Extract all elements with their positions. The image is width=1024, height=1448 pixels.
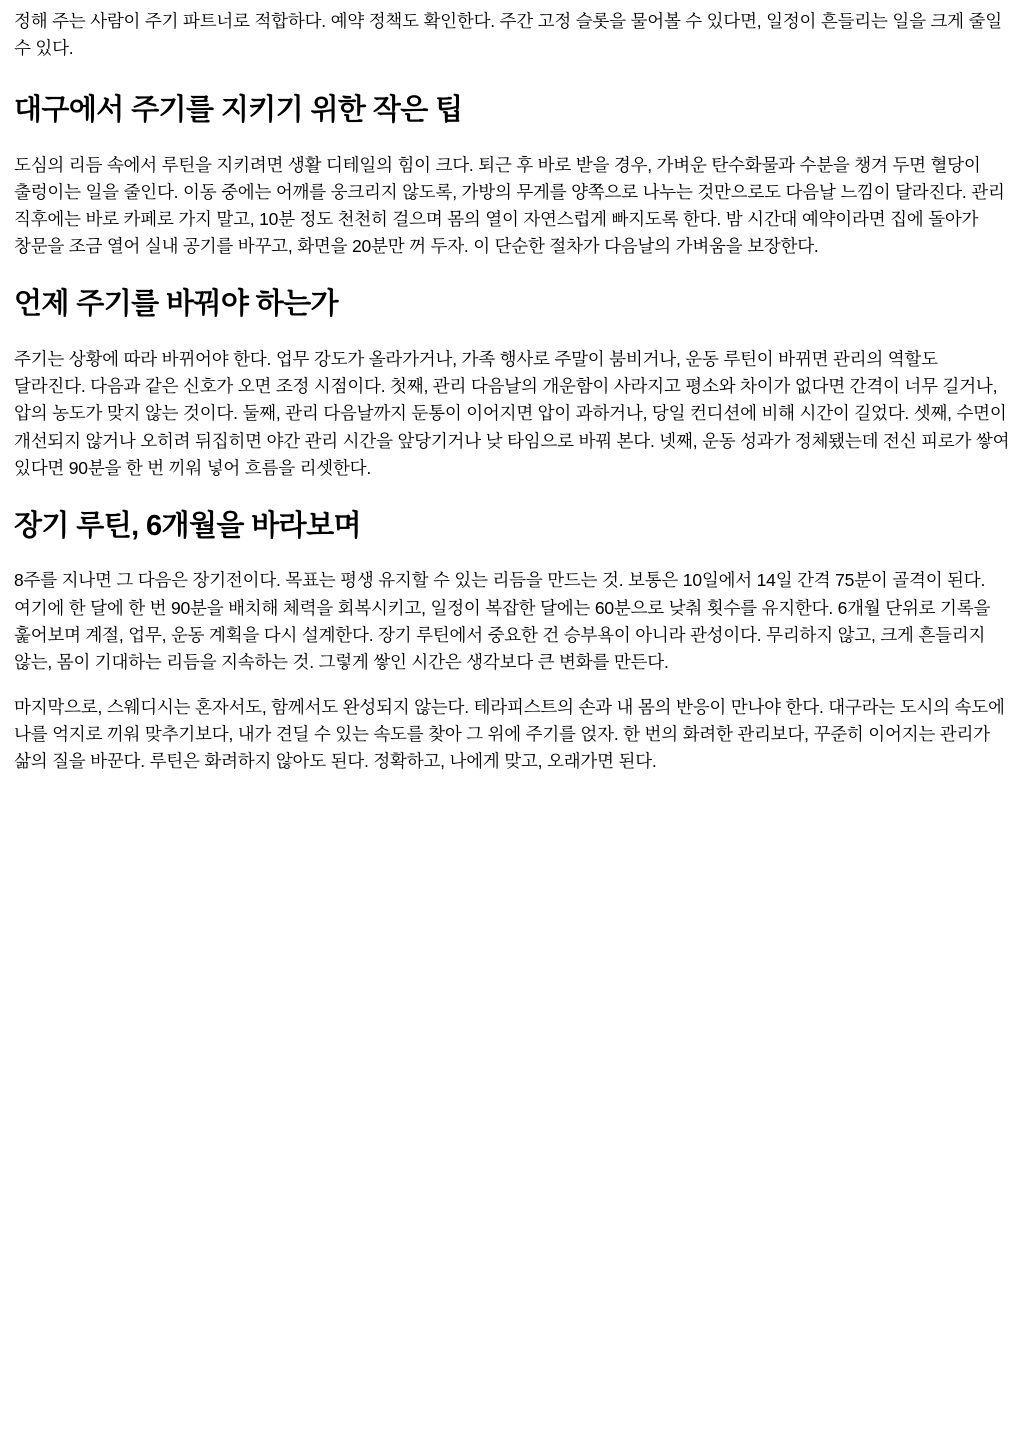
page-bottom-whitespace bbox=[14, 793, 1010, 1313]
section-heading-3: 장기 루틴, 6개월을 바라보며 bbox=[14, 509, 361, 542]
section-heading-1: 대구에서 주기를 지키기 위한 작은 팁 bbox=[14, 94, 463, 127]
section-1-paragraph-1: 도심의 리듬 속에서 루틴을 지키려면 생활 디테일의 힘이 크다. 퇴근 후 바로 받을 경우, 가벼운 탄수화물과 수분을 챙겨 두면 혈당이 출렁이는 일을 줄인다. 이동 중에는 어깨를 웅크리지 않도록, 가방의 무게를 양쪽으로 나누는 것만으로도 다음날 느낌이 달라진다. 관리 직후에는 바로 카페로 가지 말고, 10분 정도 천천히 걸으며 몸의 열이 자연스럽게 빠지도록 한다. 밤 시간대 예약이라면 집에 돌아가 창문을 조금 열어 실내 공기를 바꾸고, 화면을 20분만 꺼 두자. 이 단순한 절차가 다음날의 가벼움을 보장한다. bbox=[14, 154, 1005, 257]
section-3-paragraph-2: 마지막으로, 스웨디시는 혼자서도, 함께서도 완성되지 않는다. 테라피스트의 손과 내 몸의 반응이 만나야 한다. 대구라는 도시의 속도에 나를 억지로 끼워 맞추기보다, 내가 견딜 수 있는 속도를 찾아 그 위에 주기를 얹자. 한 번의 화려한 관리보다, 꾸준히 이어지는 관리가 삶의 질을 바꾼다. 루틴은 화려하지 않아도 된다. 정확하고, 나에게 맞고, 오래가면 된다. bbox=[14, 696, 1005, 772]
section-2-paragraph-1: 주기는 상황에 따라 바뀌어야 한다. 업무 강도가 올라가거나, 가족 행사로 주말이 붐비거나, 운동 루틴이 바뀌면 관리의 역할도 달라진다. 다음과 같은 신호가 오면 조정 시점이다. 첫째, 관리 다음날의 개운함이 사라지고 평소와 차이가 없다면 간격이 너무 길거나, 압의 농도가 맞지 않는 것이다. 둘째, 관리 다음날까지 둔통이 이어지면 압이 과하거나, 당일 컨디션에 비해 시간이 길었다. 셋째, 수면이 개선되지 않거나 오히려 뒤집히면 야간 관리 시간을 앞당기거나 낮 타임으로 바꿔 본다. 넷째, 운동 성과가 정체됐는데 전신 피로가 쌓여 있다면 90분을 한 번 끼워 넣어 흐름을 리셋한다. bbox=[14, 349, 1010, 478]
section-3-paragraph-1: 8주를 지나면 그 다음은 장기전이다. 목표는 평생 유지할 수 있는 리듬을 만드는 것. 보통은 10일에서 14일 간격 75분이 골격이 된다. 여기에 한 달에 한 번 90분을 배치해 체력을 회복시키고, 일정이 복잡한 달에는 60분으로 낮춰 횟수를 유지한다. 6개월 단위로 기록을 훑어보며 계절, 업무, 운동 계획을 다시 설계한다. 장기 루틴에서 중요한 건 승부욕이 아니라 관성이다. 무리하지 않고, 크게 흔들리지 않는, 몸이 기대하는 리듬을 지속하는 것. 그렇게 쌓인 시간은 생각보다 큰 변화를 만든다. bbox=[14, 570, 991, 672]
section-heading-2: 언제 주기를 바꿔야 하는가 bbox=[14, 288, 338, 321]
intro-paragraph: 정해 주는 사람이 주기 파트너로 적합하다. 예약 정책도 확인한다. 주간 고정 슬롯을 물어볼 수 있다면, 일정이 흔들리는 일을 크게 줄일 수 있다. bbox=[14, 11, 1002, 59]
